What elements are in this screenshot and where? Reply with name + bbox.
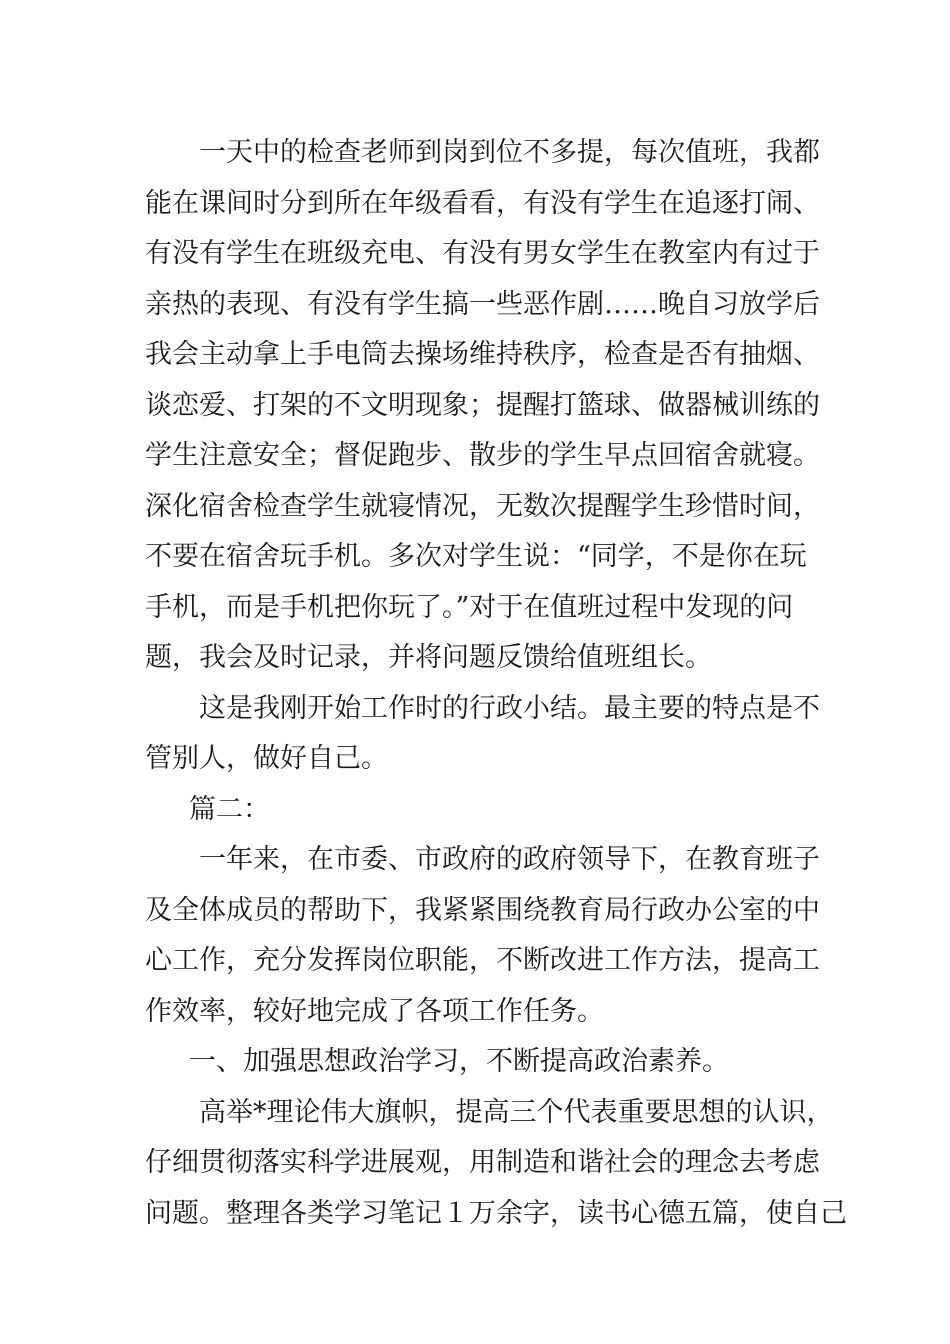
paragraph-1-line-1: 一天中的检查老师到岗到位不多提，每次值班，我都 (199, 137, 820, 168)
paragraph-1-line-5: 我会主动拿上手电筒去操场维持秩序，检查是否有抽烟、 (145, 339, 820, 370)
paragraph-4-line-2: 仔细贯彻落实科学进展观，用制造和谐社会的理念去考虑 (145, 1147, 820, 1178)
paragraph-3-line-3: 心工作，充分发挥岗位职能，不断改进工作方法，提高工 (145, 945, 820, 976)
paragraph-3-line-2: 及全体成员的帮助下，我紧紧围绕教育局行政办公室的中 (145, 894, 820, 926)
paragraph-1-line-2: 能在课间时分到所在年级看看，有没有学生在追逐打闹、 (145, 187, 820, 219)
paragraph-4-line-3: 问题。整理各类学习笔记１万余字，读书心德五篇，使自己 (145, 1197, 847, 1229)
paragraph-1-line-3: 有没有学生在班级充电、有没有男女学生在教室内有过于 (145, 238, 820, 269)
subheading-1: 一、加强思想政治学习，不断提高政治素养。 (189, 1046, 729, 1077)
paragraph-3-line-1: 一年来，在市委、市政府的政府领导下，在教育班子 (199, 844, 820, 875)
paragraph-1-line-7: 学生注意安全；督促跑步、散步的学生早点回宿舍就寝。 (145, 440, 820, 471)
paragraph-1-line-10: 手机，而是手机把你玩了。”对于在值班过程中发现的问 (145, 591, 794, 623)
paragraph-1-line-8: 深化宿舍检查学生就寝情况，无数次提醒学生珍惜时间， (145, 490, 820, 522)
paragraph-1-line-9: 不要在宿舍玩手机。多次对学生说：“同学，不是你在玩 (145, 541, 807, 572)
paragraph-2-line-1: 这是我刚开始工作时的行政小结。最主要的特点是不 (199, 692, 820, 724)
paragraph-1-line-6: 谈恋爱、打架的不文明现象；提醒打篮球、做器械训练的 (145, 389, 820, 421)
section-heading: 篇二： (189, 793, 270, 825)
paragraph-1-line-4: 亲热的表现、有没有学生搞一些恶作剧……晚自习放学后 (145, 288, 820, 320)
paragraph-2-line-2: 管别人，做好自己。 (145, 743, 388, 774)
paragraph-1-line-11: 题，我会及时记录，并将问题反馈给值班组长。 (145, 642, 712, 673)
paragraph-4-line-1: 高举*理论伟大旗帜，提高三个代表重要思想的认识， (199, 1096, 834, 1128)
document-body (145, 128, 847, 1239)
paragraph-3-line-4: 作效率，较好地完成了各项工作任务。 (145, 995, 604, 1027)
